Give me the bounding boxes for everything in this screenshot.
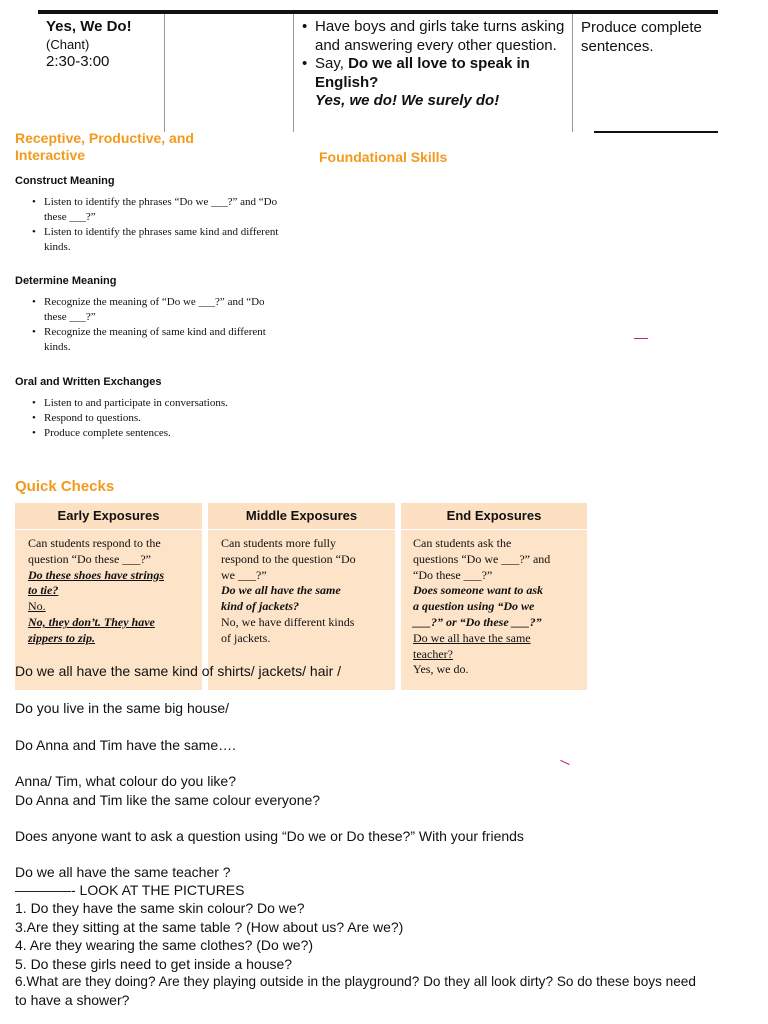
note-line: ————- LOOK AT THE PICTURES (15, 882, 245, 898)
column-header-middle: Middle Exposures (208, 503, 395, 529)
note-line: Do Anna and Tim have the same…. (15, 737, 237, 753)
list-item: • Produce complete sentences. (29, 426, 289, 441)
list-item: • Listen to identify the phrases “Do we ___?” and “Do these ___?” (29, 195, 289, 225)
section-list (29, 195, 289, 255)
list-item: • Listen to and participate in conversations. (29, 396, 289, 411)
note-line: Do we all have the same teacher ? (15, 864, 231, 880)
table-divider (164, 14, 165, 132)
note-line: 5. Do these girls need to get inside a house? (15, 956, 293, 972)
list-item: • Recognize the meaning of “Do we ___?” and “Do these ___?” (29, 295, 289, 325)
activity-title: Yes, We Do! (46, 18, 132, 35)
table-divider (293, 14, 294, 132)
table-bottom-rule (594, 131, 718, 133)
section-title: Oral and Written Exchanges (15, 376, 162, 388)
note-line: Does anyone want to ask a question using “Do we or Do these?” With your friends (15, 828, 524, 844)
table-divider (572, 14, 573, 132)
section-title: Determine Meaning (15, 275, 117, 287)
quick-checks-heading: Quick Checks (15, 478, 115, 495)
section-title: Construct Meaning (15, 175, 115, 187)
activity-subtitle: (Chant) (46, 37, 90, 52)
note-line: to have a shower? (15, 992, 130, 1008)
foundational-heading: Foundational Skills (319, 149, 448, 165)
column-header-early: Early Exposures (15, 503, 202, 529)
list-item: • Recognize the meaning of same kind and different kinds. (29, 325, 289, 355)
activity-steps (302, 18, 568, 111)
note-line: 4. Are they wearing the same clothes? (Do we?) (15, 937, 314, 953)
activity-step: • Say, Do we all love to speak in English? Yes, we do! We surely do! (302, 55, 568, 111)
note-line: 3.Are they sitting at the same table ? (How about us? Are we?) (15, 919, 404, 935)
note-line: Anna/ Tim, what colour do you like? (15, 773, 237, 789)
activity-time: 2:30-3:00 (46, 53, 110, 70)
section-list (29, 295, 289, 355)
note-line: 1. Do they have the same skin colour? Do we? (15, 900, 305, 916)
end-text: Can students ask the questions “Do we ___?” and “Do these ___?” Does someone want to ask a question using “Do we ___?” or “Do these ___?” Do we all have the same teacher? Yes, we do. (413, 536, 551, 677)
pen-mark (634, 338, 648, 339)
pen-mark (560, 760, 569, 765)
activity-objective: Produce complete sentences. (581, 19, 702, 55)
note-line: Do Anna and Tim like the same colour everyone? (15, 792, 321, 808)
table-top-rule (38, 10, 718, 14)
note-line: 6.What are they doing? Are they playing outside in the playground? Do they all look dirty? So do these boys need (15, 974, 696, 989)
column-header-end: End Exposures (401, 503, 587, 529)
middle-text: Can students more fully respond to the question “Do we ___?” Do we all have the same kind of jackets? No, we have different kinds of jackets. (221, 536, 356, 645)
list-item: • Respond to questions. (29, 411, 289, 426)
note-line: Do we all have the same kind of shirts/ jackets/ hair / (15, 663, 342, 679)
note-line: Do you live in the same big house/ (15, 700, 230, 716)
early-text: Can students respond to the question “Do these ___?” Do these shoes have strings to tie? No. No, they don’t. They have zippers to zip. (28, 536, 165, 645)
list-item: • Listen to identify the phrases same kind and different kinds. (29, 225, 289, 255)
activity-step: • Have boys and girls take turns asking and answering every other question. (302, 18, 568, 55)
receptive-heading: Receptive, Productive, and Interactive (15, 130, 194, 163)
section-list (29, 396, 289, 441)
